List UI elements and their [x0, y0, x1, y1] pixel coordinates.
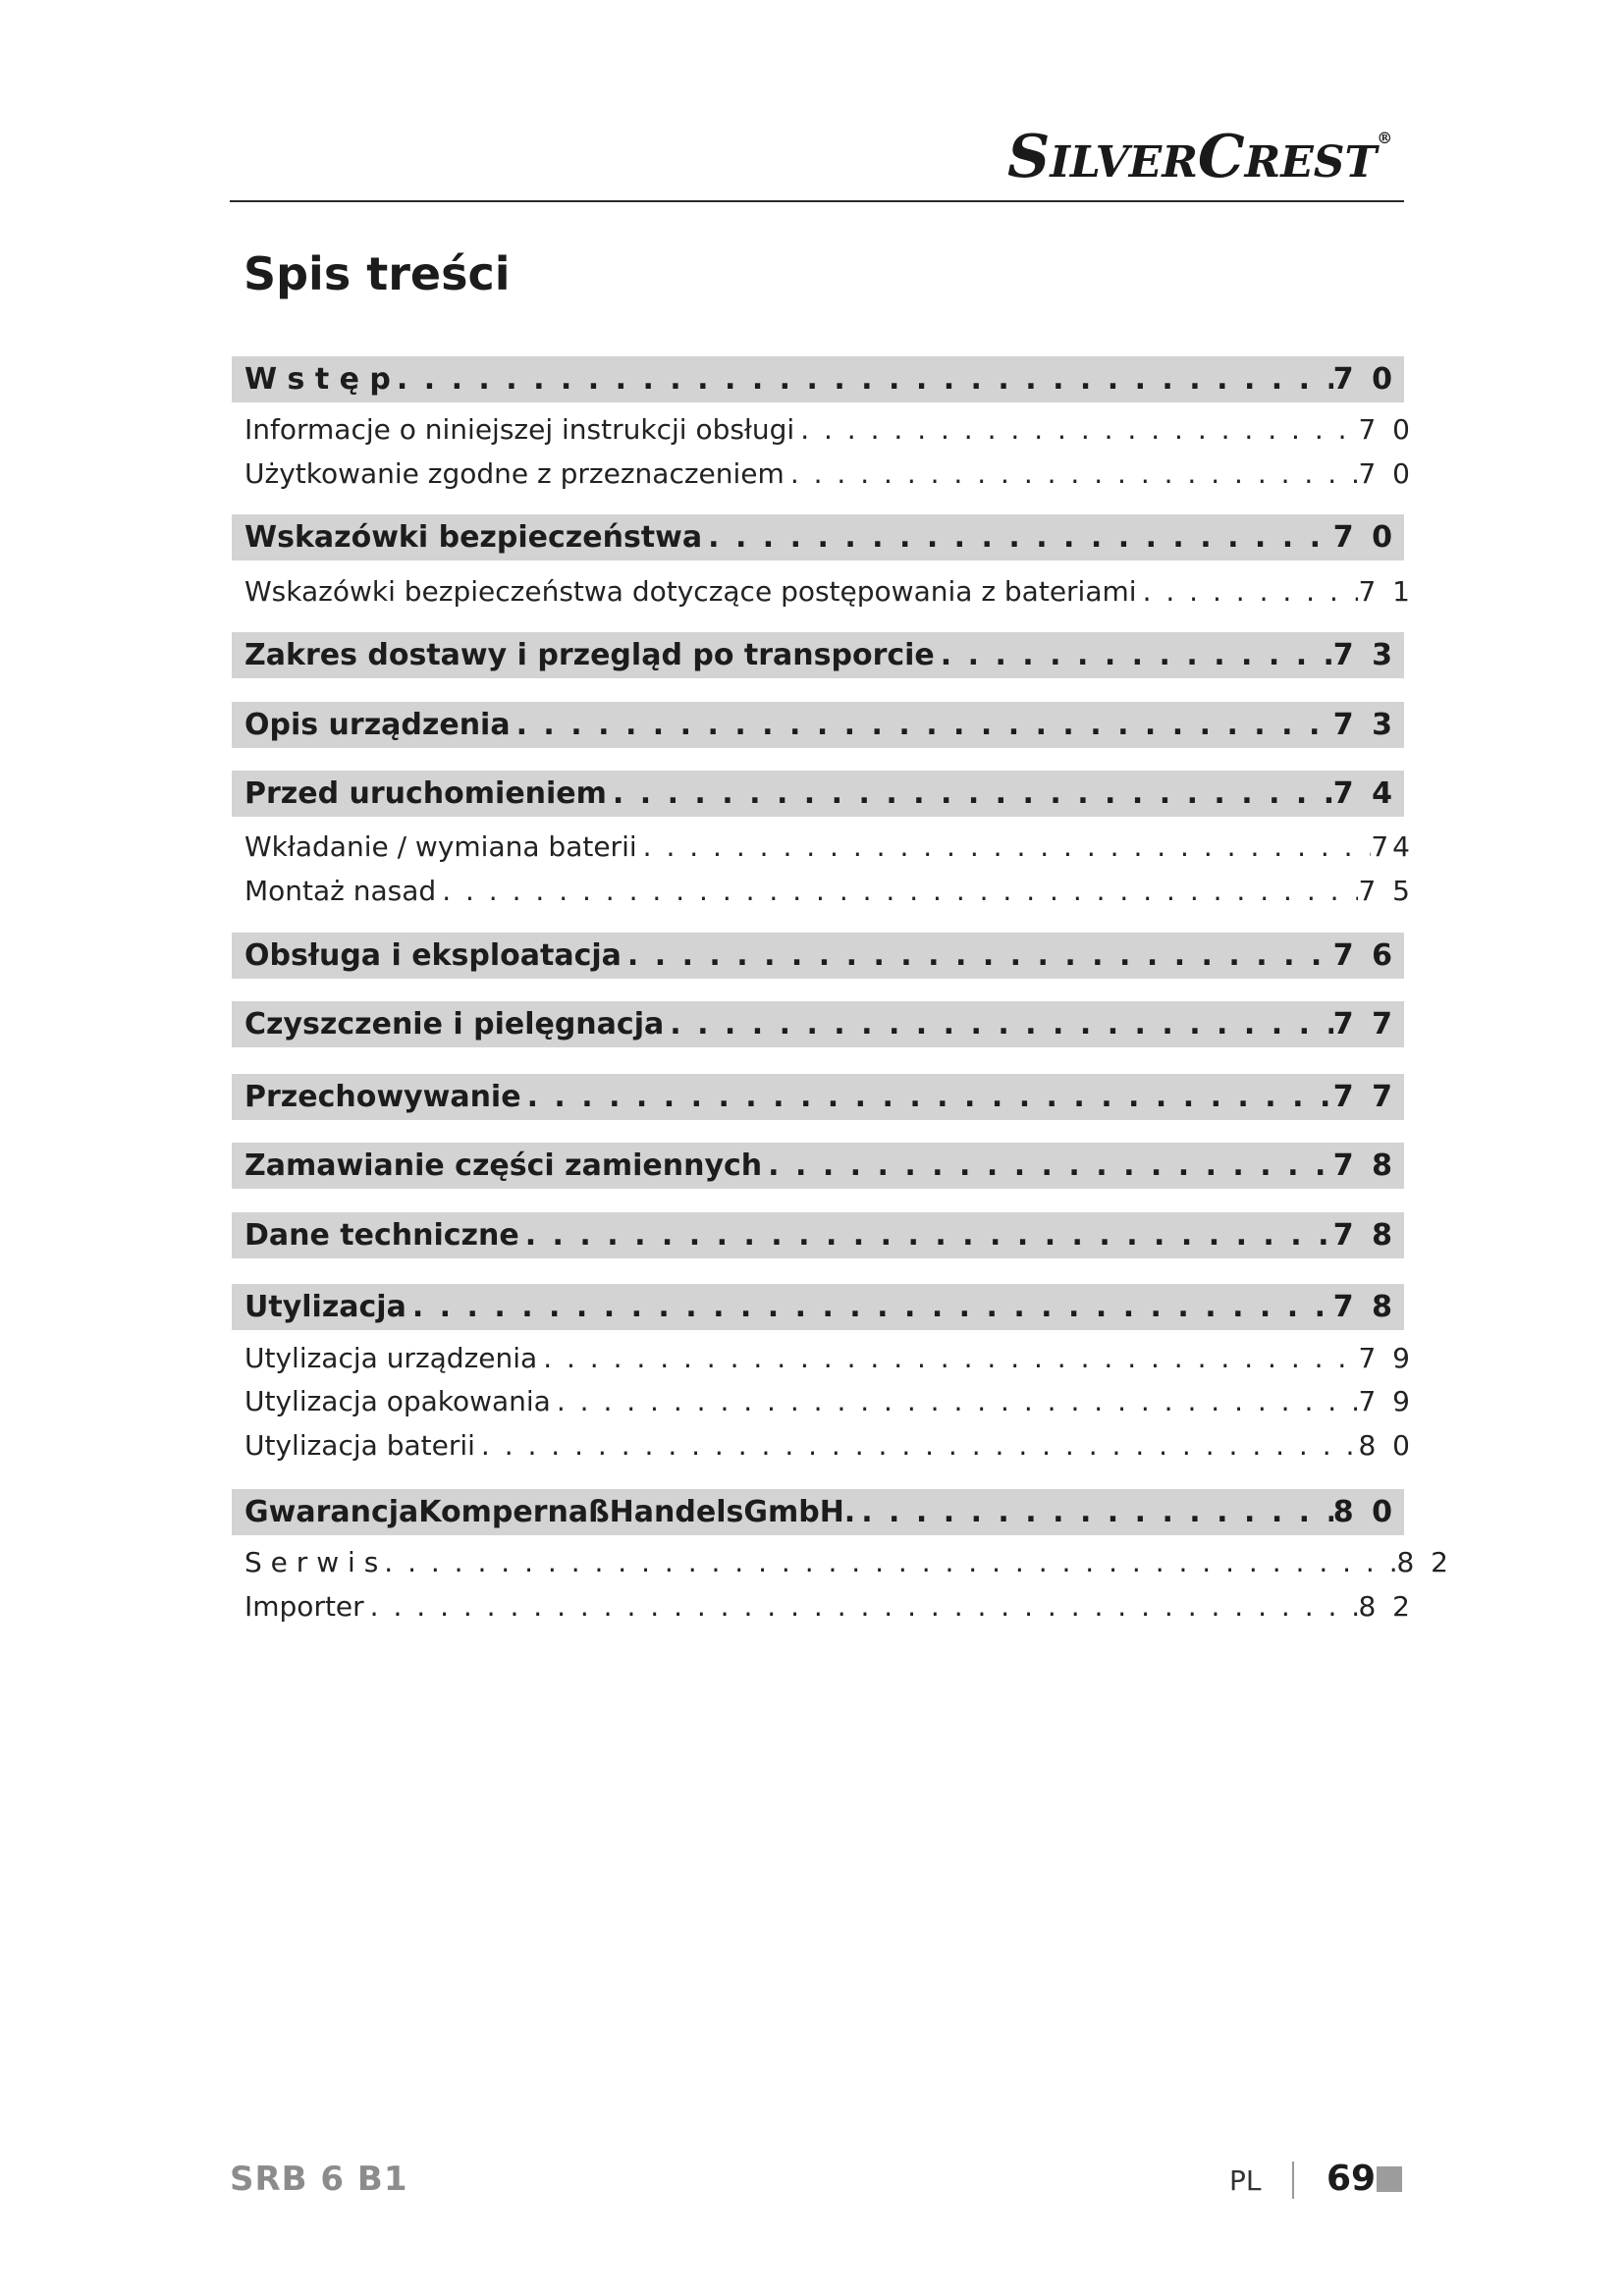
- toc-subsection[interactable]: [244, 1586, 1414, 1626]
- dot-leader: [537, 1342, 1358, 1374]
- toc-section[interactable]: [232, 1284, 1404, 1330]
- toc-subsection[interactable]: [244, 1381, 1414, 1420]
- toc-subsection[interactable]: [244, 827, 1414, 866]
- toc-section[interactable]: [232, 632, 1404, 678]
- dot-leader: [436, 875, 1358, 907]
- dot-leader: [637, 830, 1372, 863]
- toc-entry-page-number: 7 5: [1358, 874, 1414, 907]
- toc-entry-title: W s t ę p: [244, 361, 391, 397]
- footer-divider: [1292, 2162, 1294, 2199]
- toc-entry-page-number: 74: [1371, 829, 1414, 863]
- toc-entry-title: Utylizacja baterii: [244, 1428, 475, 1462]
- toc-entry-title: Utylizacja urządzenia: [244, 1341, 538, 1374]
- toc-entry-page-number: 7 3: [1332, 637, 1396, 672]
- toc-entry-page-number: 7 7: [1332, 1079, 1396, 1114]
- toc-section[interactable]: [232, 1143, 1404, 1189]
- toc-entry-title: Przechowywanie: [244, 1079, 521, 1114]
- dot-leader: [702, 520, 1333, 555]
- toc-section[interactable]: [232, 771, 1404, 817]
- toc-entry-page-number: 8 0: [1358, 1428, 1414, 1462]
- toc-entry-title: S e r w i s: [244, 1545, 379, 1578]
- toc-section[interactable]: [232, 1489, 1404, 1535]
- dot-leader: [406, 1290, 1333, 1324]
- toc-subsection[interactable]: [244, 1338, 1414, 1377]
- toc-section[interactable]: [232, 933, 1404, 979]
- footer-square-marker: [1377, 2166, 1402, 2192]
- toc-entry-title: Wskazówki bezpieczeństwa: [244, 519, 703, 555]
- toc-entry-page-number: 7 0: [1358, 412, 1414, 446]
- toc-entry-page-number: 7 0: [1332, 361, 1396, 397]
- toc-entry-page-number: 7 6: [1332, 937, 1396, 973]
- toc-entry-title: Wskazówki bezpieczeństwa dotyczące postępowania z bateriami: [244, 574, 1137, 608]
- toc-section[interactable]: [232, 1074, 1404, 1120]
- dot-leader: [378, 1546, 1396, 1578]
- toc-section[interactable]: [232, 514, 1404, 561]
- dot-leader: [794, 413, 1358, 446]
- logo-registered-mark: ®: [1377, 129, 1393, 147]
- footer-page-number: 69: [1326, 2159, 1377, 2199]
- logo-letter-s: S: [1007, 123, 1051, 190]
- toc-subsection[interactable]: [244, 571, 1414, 611]
- toc-entry-title: Przed uruchomieniem: [244, 775, 607, 811]
- logo-word-ilver: ILVER: [1050, 137, 1198, 187]
- footer-language: PL: [1229, 2164, 1262, 2197]
- toc-entry-page-number: 7 7: [1332, 1006, 1396, 1041]
- dot-leader: [521, 1080, 1333, 1114]
- toc-subsection[interactable]: [244, 1425, 1414, 1465]
- toc-entry-page-number: 7 8: [1332, 1217, 1396, 1253]
- toc-entry-title: Dane techniczne: [244, 1217, 519, 1253]
- toc-entry-page-number: 7 9: [1358, 1341, 1414, 1374]
- toc-entry-title: Użytkowanie zgodne z przeznaczeniem: [244, 456, 785, 490]
- toc-entry-page-number: 7 8: [1332, 1289, 1396, 1324]
- toc-entry-title: Zakres dostawy i przegląd po transporcie: [244, 637, 935, 672]
- toc-entry-title: Utylizacja: [244, 1289, 406, 1324]
- dot-leader: [622, 938, 1333, 973]
- toc-section[interactable]: [232, 1001, 1404, 1047]
- footer-model-number: SRB 6 B1: [230, 2160, 408, 2199]
- toc-entry-page-number: 7 3: [1332, 707, 1396, 742]
- toc-entry-title: Obsługa i eksploatacja: [244, 937, 622, 973]
- toc-entry-title: Opis urządzenia: [244, 707, 511, 742]
- logo-letter-c: C: [1197, 123, 1245, 190]
- toc-subsection[interactable]: [244, 454, 1414, 493]
- dot-leader: [511, 708, 1333, 742]
- dot-leader: [364, 1590, 1359, 1623]
- toc-entry-title: Importer: [244, 1589, 364, 1623]
- dot-leader: [475, 1429, 1359, 1462]
- toc-entry-page-number: 7 0: [1332, 519, 1396, 555]
- dot-leader: [785, 457, 1359, 490]
- toc-entry-title: Informacje o niniejszej instrukcji obsługi: [244, 412, 795, 446]
- dot-leader: [391, 362, 1333, 397]
- dot-leader: [855, 1495, 1333, 1529]
- toc-entry-page-number: 7 4: [1332, 775, 1396, 811]
- toc-entry-title: Czyszczenie i pielęgnacja: [244, 1006, 665, 1041]
- toc-entry-page-number: 7 0: [1358, 456, 1414, 490]
- dot-leader: [664, 1007, 1333, 1041]
- toc-entry-title: Montaż nasad: [244, 874, 437, 907]
- toc-entry-title: Zamawianie części zamiennych: [244, 1148, 763, 1183]
- toc-entry-title: Utylizacja opakowania: [244, 1384, 551, 1417]
- toc-entry-page-number: 8 2: [1358, 1589, 1414, 1623]
- toc-entry-page-number: 7 8: [1332, 1148, 1396, 1183]
- toc-entry-title: GwarancjaKompernaßHandelsGmbH.: [244, 1494, 856, 1529]
- toc-section[interactable]: [232, 702, 1404, 748]
- toc-subsection[interactable]: [244, 871, 1414, 910]
- toc-section[interactable]: [232, 1212, 1404, 1258]
- toc-entry-title: Wkładanie / wymiana baterii: [244, 829, 637, 863]
- toc-entry-page-number: 8 2: [1396, 1545, 1452, 1578]
- toc-subsection[interactable]: [244, 409, 1414, 449]
- page-title: Spis treści: [244, 247, 511, 300]
- dot-leader: [935, 638, 1333, 672]
- toc-subsection[interactable]: [244, 1542, 1452, 1581]
- dot-leader: [519, 1218, 1333, 1253]
- toc-entry-page-number: 8 0: [1332, 1494, 1396, 1529]
- toc-section[interactable]: [232, 356, 1404, 402]
- toc-entry-page-number: 7 9: [1358, 1384, 1414, 1417]
- dot-leader: [551, 1385, 1359, 1417]
- dot-leader: [762, 1148, 1333, 1183]
- dot-leader: [607, 776, 1333, 811]
- toc-entry-page-number: 7 1: [1358, 574, 1414, 608]
- logo-word-rest: REST: [1244, 137, 1378, 187]
- dot-leader: [1137, 575, 1359, 608]
